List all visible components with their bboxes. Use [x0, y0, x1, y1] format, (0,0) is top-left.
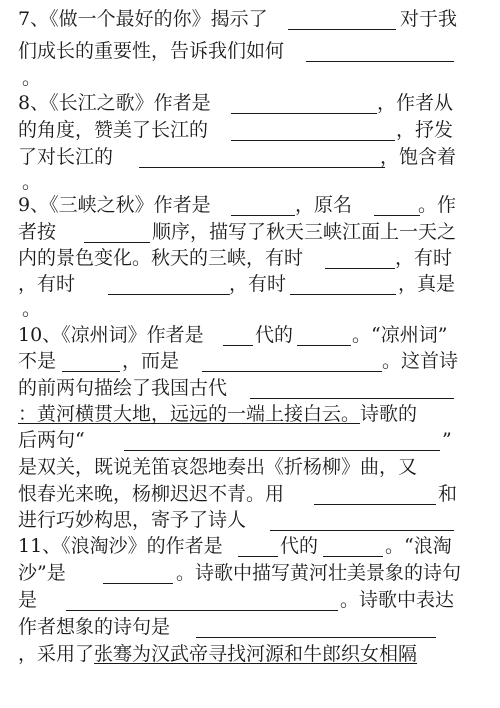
q11-text: 。“浪淘: [385, 535, 452, 557]
q10-line1-tail: [352, 323, 447, 347]
q10-blank-poet[interactable]: [297, 345, 351, 346]
q11-text: ，采用了: [18, 643, 95, 665]
q9-blank-3[interactable]: [325, 268, 395, 269]
q11-blank-2[interactable]: [103, 583, 173, 584]
q9-line1-mid: [295, 193, 352, 217]
q11-blank-3[interactable]: [66, 610, 338, 611]
q10-blank-2[interactable]: [62, 371, 120, 372]
q10-text: 是双关，既说羌笛哀怨地奏出《折杨柳》曲，又: [18, 456, 418, 478]
q9-text: 。: [22, 298, 42, 320]
q11-line1-mid: [280, 534, 318, 558]
q10-line5: [18, 428, 85, 452]
q7-blank-1[interactable]: [288, 29, 396, 30]
q9-blank-4[interactable]: [108, 294, 230, 295]
q8-text: 8、《长江之歌》作者是: [18, 92, 211, 114]
q10-line2-mid: [122, 349, 179, 373]
q11-line2: [18, 561, 66, 585]
q9-line1-tail: [418, 193, 456, 217]
q8-text: 了对长江的: [18, 146, 114, 168]
q11-blank-4[interactable]: [196, 637, 436, 638]
q9-line3: [18, 246, 303, 270]
q10-text: 后两句“: [18, 429, 85, 451]
q11-line1: [18, 534, 223, 558]
q9-line3-tail: [395, 246, 452, 270]
q8-text: 。: [22, 171, 42, 193]
q10-text: 。“凉州词”: [352, 324, 448, 346]
q7-line3: [22, 66, 41, 90]
q11-blank-poet[interactable]: [323, 556, 383, 557]
q10-blank-3[interactable]: [202, 371, 382, 372]
q8-text: ，饱含着: [380, 146, 457, 168]
q10-answer-text: ：黄河横贯大地，远远的一端上接白云。: [18, 403, 361, 425]
q8-line1-tail: [377, 91, 453, 115]
q9-blank-order[interactable]: [84, 242, 150, 243]
q9-text: 。作: [418, 194, 457, 216]
q11-line2-tail: [176, 561, 461, 585]
q10-line2-tail: [382, 349, 458, 373]
q9-line4-tail: [398, 272, 455, 296]
q11-text: 。诗歌中表达: [340, 589, 455, 611]
q10-line1-mid: [255, 323, 293, 347]
q10-text: 代的: [255, 324, 294, 346]
q10-blank-4[interactable]: [250, 398, 454, 399]
q8-blank-2[interactable]: [231, 140, 395, 141]
q11-line1-tail: [385, 534, 452, 558]
q8-line2-tail: [396, 118, 453, 142]
q10-line8: [18, 508, 246, 532]
q10-text: 进行巧妙构思，寄予了诗人: [18, 509, 247, 531]
q10-text: 。这首诗: [382, 350, 459, 372]
q10-text: ，而是: [122, 350, 180, 372]
q8-line1: [18, 91, 211, 115]
q7-text: 7、《做一个最好的你》揭示了: [18, 8, 268, 30]
q10-line6: [18, 455, 417, 479]
q11-text: 作者想象的诗句是: [18, 616, 171, 638]
q10-blank-5[interactable]: [124, 450, 440, 451]
q10-line3: [18, 376, 227, 400]
q10-text: 和: [438, 483, 458, 505]
q10-text: ”: [442, 429, 452, 451]
q11-line3: [18, 588, 37, 612]
q10-line7: [18, 482, 284, 506]
q7-line2: [18, 39, 284, 63]
q10-line5-tail: [442, 428, 452, 452]
q11-line4: [18, 615, 170, 639]
q8-text: 的角度，赞美了长江的: [18, 119, 209, 141]
q9-text: 内的景色变化。秋天的三峡，有时: [18, 247, 304, 269]
q8-text: ，抒发: [396, 119, 454, 141]
q9-text: ，原名: [295, 194, 353, 216]
q11-text: 是: [18, 589, 38, 611]
q9-text: ，有时: [18, 273, 76, 295]
q9-text: ，有时: [395, 247, 453, 269]
q7-line1-tail: [400, 7, 457, 31]
q9-blank-author[interactable]: [231, 215, 295, 216]
q11-text: 代的: [280, 535, 319, 557]
q11-blank-dynasty[interactable]: [238, 556, 278, 557]
q9-line5: [22, 297, 41, 321]
q8-line3: [18, 145, 113, 169]
q11-text: 沙”是: [18, 562, 66, 584]
q11-line5: [18, 642, 417, 666]
q7-text: 对于我: [400, 8, 458, 30]
q9-blank-5[interactable]: [290, 294, 396, 295]
q11-text: 11、《浪淘沙》的作者是: [18, 535, 223, 557]
q10-text: 诗歌的: [360, 403, 418, 425]
q9-line1: [18, 193, 211, 217]
q9-line4: [18, 272, 75, 296]
q8-blank-1[interactable]: [231, 113, 377, 114]
q8-line4: [22, 170, 41, 194]
q9-text: 者按: [18, 221, 57, 243]
q9-blank-name[interactable]: [374, 215, 420, 216]
q10-blank-6[interactable]: [314, 504, 436, 505]
q7-text: 。: [22, 67, 42, 89]
q8-line3-tail: [380, 145, 456, 169]
q9-text: 顺序，描写了秋天三峡江面上一天之: [152, 221, 457, 243]
q8-line2: [18, 118, 208, 142]
q9-text: ，有时: [229, 273, 287, 295]
q7-text: 们成长的重要性，告诉我们如何: [18, 40, 285, 62]
q10-text: 10、《凉州词》作者是: [18, 324, 204, 346]
q9-text: 9、《三峡之秋》作者是: [18, 194, 211, 216]
q10-blank-dynasty[interactable]: [223, 345, 253, 346]
q10-text: 不是: [18, 350, 57, 372]
q9-text: ，真是: [398, 273, 456, 295]
q11-line3-tail: [340, 588, 454, 612]
q10-text: 恨春光来晚，杨柳迟迟不青。用: [18, 483, 285, 505]
q7-blank-2[interactable]: [306, 61, 454, 62]
q10-line2: [18, 349, 56, 373]
q10-line4: [18, 402, 417, 426]
q10-line1: [18, 323, 204, 347]
q11-text: 。诗歌中描写黄河壮美景象的诗句: [176, 562, 462, 584]
q7-line1: [18, 7, 268, 31]
q8-blank-3[interactable]: [139, 167, 385, 168]
q10-blank-7[interactable]: [270, 530, 454, 531]
q9-line2-tail: [152, 220, 456, 244]
q10-line7-tail: [438, 482, 457, 506]
q9-line4-mid: [229, 272, 286, 296]
q9-line2: [18, 220, 56, 244]
q10-text: 的前两句描绘了我国古代: [18, 377, 228, 399]
q8-text: ，作者从: [377, 92, 454, 114]
q11-answer-text: 张骞为汉武帝寻找河源和牛郎织女相隔: [94, 643, 418, 665]
